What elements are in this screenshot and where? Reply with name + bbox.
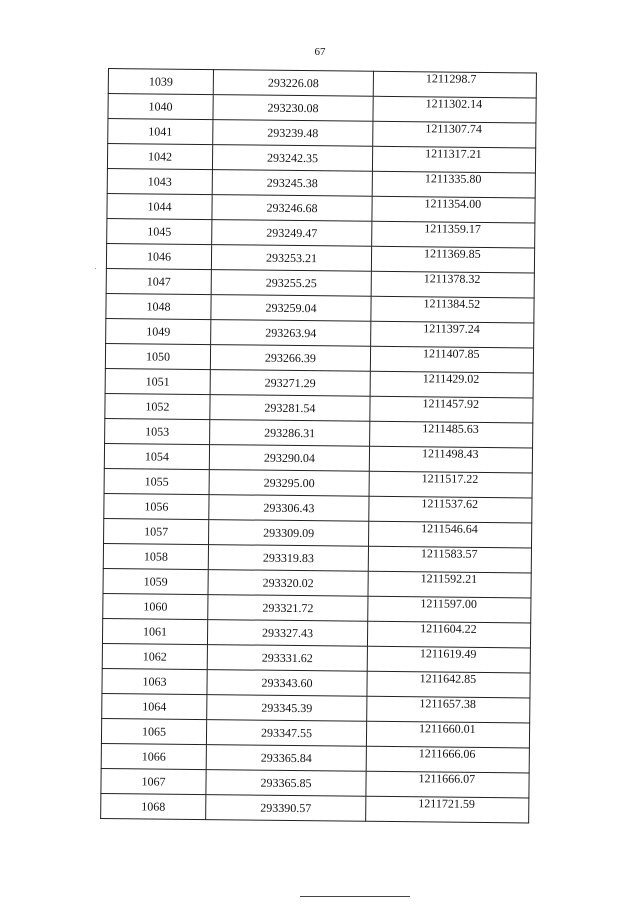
point-id-cell [103,593,208,619]
cell-text: 293365.84 [260,750,312,765]
cell-text: 1064 [142,698,167,714]
y-coordinate-cell [370,346,533,373]
cell-text: 293255.25 [265,275,317,290]
cell-text: 1211666.07 [418,770,476,786]
cell-text: 1211657.38 [419,695,477,711]
point-id-cell [102,693,207,719]
y-coordinate-cell [370,371,533,398]
cell-text: 293319.83 [262,550,314,565]
cell-text: 1051 [145,373,170,389]
cell-text: 1054 [144,448,170,464]
y-coordinate-cell [373,96,536,123]
cell-text: 1055 [144,473,169,489]
cell-text: 1211307.74 [425,120,483,136]
y-coordinate-cell [366,721,529,748]
point-id-cell [101,718,206,744]
x-coordinate-cell [207,695,367,722]
x-coordinate-cell [212,145,372,172]
cell-text: 293327.43 [262,625,314,640]
cell-text: 1058 [143,548,168,564]
cell-text: 1211302.14 [425,95,483,111]
coordinate-table [100,68,537,823]
point-id-cell [101,793,206,819]
y-coordinate-cell [373,71,536,98]
cell-text: 1065 [141,723,167,739]
cell-text: 293347.55 [260,725,313,740]
x-coordinate-cell [206,770,366,797]
point-id-cell [108,69,213,95]
cell-text: 293281.54 [264,400,316,415]
y-coordinate-cell [369,521,532,548]
cell-text: 1211642.85 [419,670,477,686]
cell-text: 1211592.21 [420,570,478,586]
cell-text: 1046 [146,248,172,264]
cell-text: 1068 [141,798,166,814]
point-id-cell [104,468,209,494]
cell-text: 293286.31 [264,425,316,440]
x-coordinate-cell [208,570,368,597]
x-coordinate-cell [209,520,369,547]
cell-text: 1211597.00 [420,595,478,611]
point-id-cell [104,493,209,519]
point-id-cell [103,568,208,594]
cell-text: 293263.94 [265,325,317,340]
table-body [101,69,537,823]
cell-text: 1039 [148,73,173,89]
cell-text: 293259.04 [265,300,317,315]
point-id-cell [105,368,210,394]
x-coordinate-cell [209,495,369,522]
y-coordinate-cell [367,696,530,723]
x-coordinate-cell [211,295,371,322]
x-coordinate-cell [210,370,370,397]
point-id-cell [106,293,211,319]
margin-mark [95,268,96,269]
point-id-cell [101,743,206,769]
point-id-cell [102,618,207,644]
cell-text: 1053 [145,423,170,439]
y-coordinate-cell [367,621,530,648]
table-row [101,793,529,822]
cell-text: 1040 [148,98,173,114]
cell-text: 1063 [142,673,167,689]
y-coordinate-cell [372,171,535,198]
point-id-cell [108,94,213,120]
x-coordinate-cell [211,320,371,347]
x-coordinate-cell [213,120,373,147]
cell-text: 293320.02 [262,575,314,590]
x-coordinate-cell [209,445,369,472]
x-coordinate-cell [208,545,368,572]
cell-text: 1048 [146,298,171,314]
cell-text: 293246.68 [266,200,318,215]
point-id-cell [105,393,210,419]
point-id-cell [107,144,212,170]
point-id-cell [107,218,212,244]
point-id-cell [102,668,207,694]
cell-text: 1066 [141,748,166,764]
x-coordinate-cell [212,195,372,222]
cell-text: 293249.47 [266,225,318,240]
cell-text: 1211660.01 [419,720,476,736]
x-coordinate-cell [206,745,366,772]
cell-text: 1211429.02 [422,370,480,386]
cell-text: 1052 [145,398,170,414]
y-coordinate-cell [368,596,531,623]
cell-text: 1211359.17 [424,220,481,236]
cell-text: 293242.35 [267,150,319,165]
x-coordinate-cell [209,470,369,497]
y-coordinate-cell [371,296,534,323]
cell-text: 1047 [146,273,171,289]
x-coordinate-cell [212,220,372,247]
cell-text: 1211583.57 [420,545,478,561]
cell-text: 293309.09 [263,525,315,540]
cell-text: 1211498.43 [421,445,479,461]
cell-text: 1061 [143,623,168,639]
cell-text: 1045 [147,223,172,239]
point-id-cell [101,768,206,794]
x-coordinate-cell [207,645,367,672]
point-id-cell [104,443,209,469]
cell-text: 1211517.22 [421,470,479,486]
cell-text: 1060 [143,598,168,614]
cell-text: 1211298.7 [425,70,477,86]
x-coordinate-cell [210,345,370,372]
cell-text: 1211546.64 [421,520,478,536]
cell-text: 1211384.52 [423,295,481,311]
x-coordinate-cell [208,595,368,622]
point-id-cell [107,193,212,219]
cell-text: 1211721.59 [418,795,475,811]
cell-text: 1211457.92 [422,395,480,411]
cell-text: 1211604.22 [420,620,477,636]
cell-text: 293230.08 [267,100,319,115]
cell-text: 1211335.80 [424,170,482,186]
cell-text: 293390.57 [260,800,312,815]
cell-text: 293343.60 [261,675,313,690]
cell-text: 293306.43 [263,500,315,515]
y-coordinate-cell [366,746,529,773]
cell-text: 293290.04 [263,450,316,465]
y-coordinate-cell [366,796,529,823]
cell-text: 293239.48 [267,125,319,140]
cell-text: 1211407.85 [422,345,480,361]
y-coordinate-cell [370,421,533,448]
x-coordinate-cell [213,95,373,122]
y-coordinate-cell [367,646,530,673]
y-coordinate-cell [373,121,536,148]
cell-text: 293271.29 [264,375,316,390]
cell-text: 1044 [147,198,172,214]
point-id-cell [108,119,213,145]
y-coordinate-cell [368,546,531,573]
cell-text: 293253.21 [265,250,318,265]
point-id-cell [103,543,208,569]
point-id-cell [105,343,210,369]
cell-text: 1043 [147,173,172,189]
cell-text: 1211537.62 [421,495,479,511]
cell-text: 1062 [142,648,167,664]
cell-text: 1056 [144,498,169,514]
point-id-cell [102,643,207,669]
cell-text: 293331.62 [261,650,313,665]
cell-text: 1211354.00 [424,195,482,211]
y-coordinate-cell [371,246,534,273]
cell-text: 1042 [148,148,173,164]
cell-text: 293365.85 [260,775,312,790]
x-coordinate-cell [211,270,371,297]
y-coordinate-cell [371,271,534,298]
point-id-cell [106,318,211,344]
y-coordinate-cell [369,496,532,523]
y-coordinate-cell [369,471,532,498]
cell-text: 1041 [148,123,173,139]
y-coordinate-cell [369,446,532,473]
x-coordinate-cell [206,720,366,747]
point-id-cell [105,418,210,444]
point-id-cell [106,243,211,269]
y-coordinate-cell [367,671,530,698]
x-coordinate-cell [213,70,373,97]
y-coordinate-cell [372,146,535,173]
cell-text: 1067 [141,773,166,789]
y-coordinate-cell [372,221,535,248]
cell-text: 293245.38 [266,175,318,190]
y-coordinate-cell [371,321,534,348]
cell-text: 1057 [144,523,169,539]
cell-text: 1211619.49 [419,645,477,661]
point-id-cell [107,168,212,194]
point-id-cell [104,518,209,544]
x-coordinate-cell [207,620,367,647]
x-coordinate-cell [212,170,372,197]
cell-text: 1211666.06 [418,745,476,761]
cell-text: 293345.39 [261,700,313,715]
cell-text: 293226.08 [267,75,319,90]
x-coordinate-cell [211,245,371,272]
cell-text: 1049 [146,323,171,339]
cell-text: 1211317.21 [425,145,482,161]
y-coordinate-cell [370,396,533,423]
cell-text: 293295.00 [263,475,315,490]
cell-text: 1211397.24 [423,320,480,336]
x-coordinate-cell [206,795,366,822]
cell-text: 1059 [143,573,168,589]
point-id-cell [106,268,211,294]
cell-text: 1211378.32 [423,270,481,286]
x-coordinate-cell [210,395,370,422]
x-coordinate-cell [210,420,370,447]
cell-text: 293321.72 [262,600,314,615]
y-coordinate-cell [372,196,535,223]
x-coordinate-cell [207,670,367,697]
bottom-rule [300,896,410,897]
cell-text: 1211485.63 [422,420,479,436]
cell-text: 293266.39 [264,350,317,365]
cell-text: 1050 [145,348,171,364]
cell-text: 1211369.85 [424,245,481,261]
y-coordinate-cell [368,571,531,598]
page-number: 67 [314,46,326,58]
y-coordinate-cell [366,771,529,798]
